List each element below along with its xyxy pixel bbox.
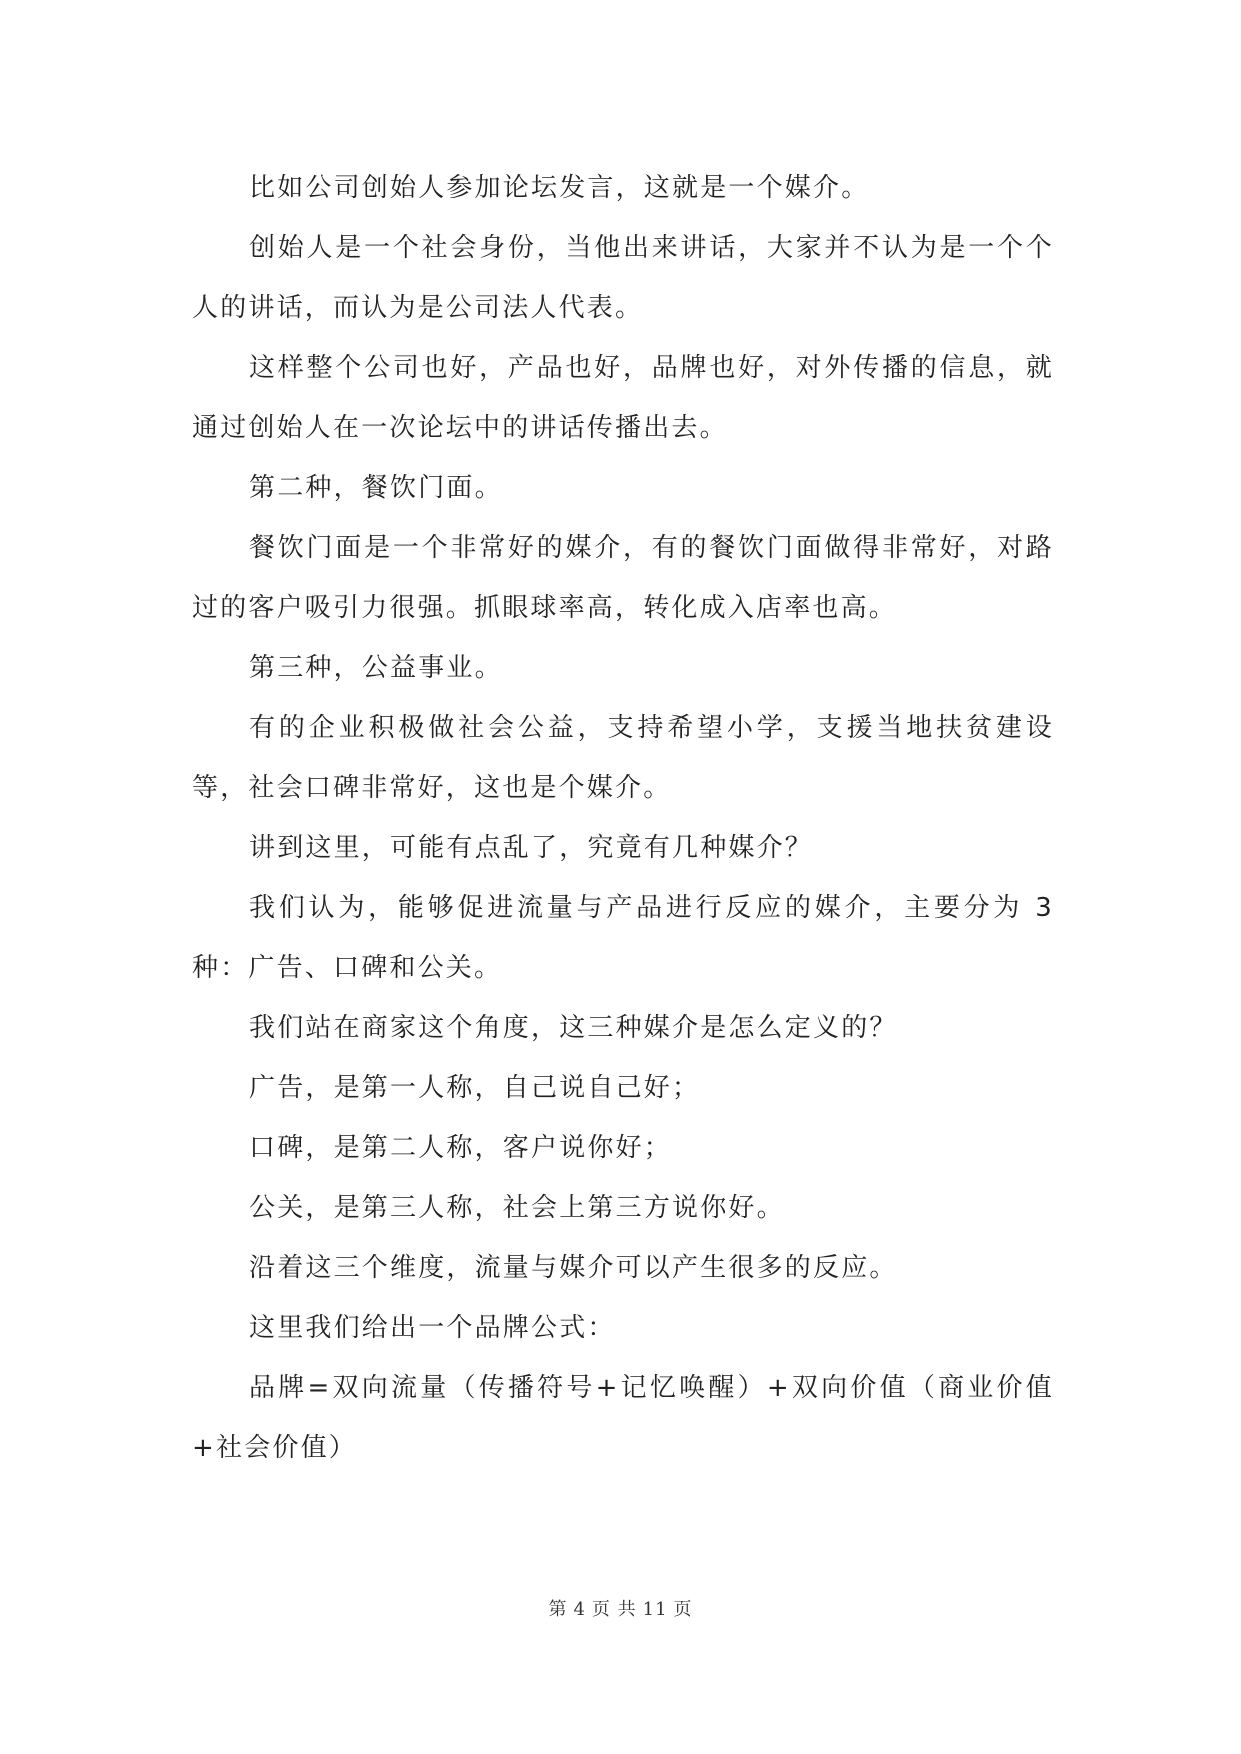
paragraph: 第三种，公益事业。 [249,653,503,683]
footer-suffix: 页 [673,1599,693,1620]
paragraph: 沿着这三个维度，流量与媒介可以产生很多的反应。 [249,1253,898,1283]
paragraph: 公关，是第三人称，社会上第三方说你好。 [249,1193,785,1223]
page-footer [0,1595,1241,1621]
document-body [192,158,1054,1478]
footer-prefix: 第 [548,1599,568,1620]
paragraph: 创始人是一个社会身份，当他出来讲话，大家并不认为是一个个人的讲话，而认为是公司法人代表。 [192,233,1054,323]
paragraph: 这里我们给出一个品牌公式： [249,1313,616,1343]
paragraph: 我们站在商家这个角度，这三种媒介是怎么定义的？ [249,1013,898,1043]
paragraph: 品牌=双向流量（传播符号+记忆唤醒）+双向价值（商业价值+社会价值） [192,1373,1054,1463]
paragraph: 口碑，是第二人称，客户说你好； [249,1133,673,1163]
paragraph: 第二种，餐饮门面。 [249,473,503,503]
current-page-number: 4 [573,1599,586,1620]
footer-middle: 页 共 [591,1599,637,1620]
paragraph: 讲到这里，可能有点乱了，究竟有几种媒介？ [249,833,814,863]
total-pages-number: 11 [642,1599,668,1620]
paragraph: 餐饮门面是一个非常好的媒介，有的餐饮门面做得非常好，对路过的客户吸引力很强。抓眼球率高，转化成入店率也高。 [192,533,1054,623]
paragraph: 这样整个公司也好，产品也好，品牌也好，对外传播的信息，就通过创始人在一次论坛中的讲话传播出去。 [192,353,1054,443]
paragraph: 我们认为，能够促进流量与产品进行反应的媒介，主要分为 3 种：广告、口碑和公关。 [192,893,1054,983]
paragraph: 比如公司创始人参加论坛发言，这就是一个媒介。 [249,173,870,203]
paragraph: 广告，是第一人称，自己说自己好； [249,1073,701,1103]
paragraph: 有的企业积极做社会公益，支持希望小学，支援当地扶贫建设等，社会口碑非常好，这也是个媒介。 [192,713,1054,803]
